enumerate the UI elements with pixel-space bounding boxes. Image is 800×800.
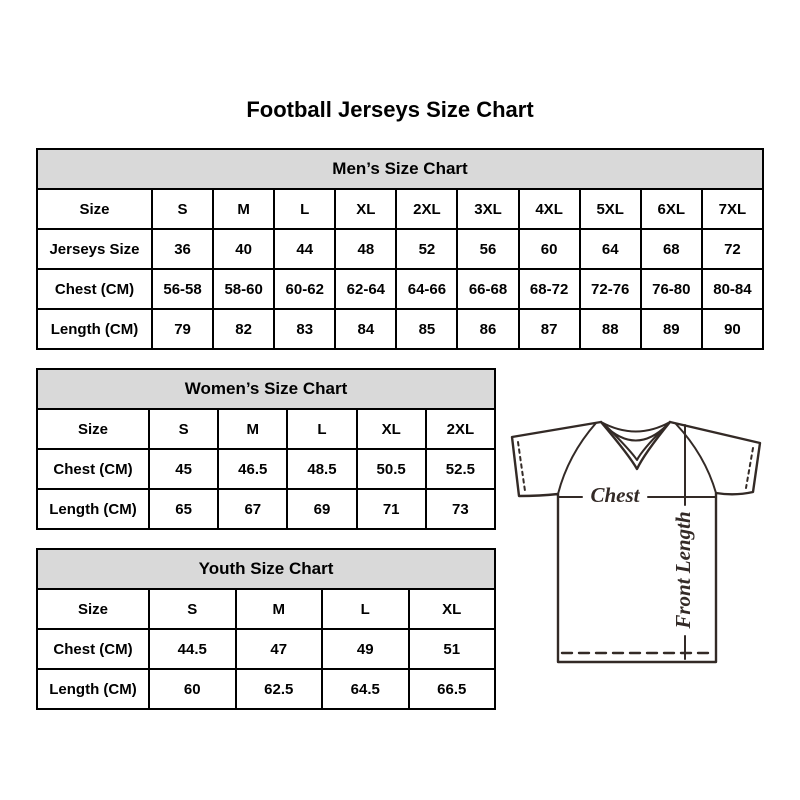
table-row [37, 489, 495, 529]
table-row [37, 309, 763, 349]
cell-value: 69 [287, 489, 356, 529]
cell-value: 47 [236, 629, 323, 669]
cell-value: 60 [149, 669, 236, 709]
table-row [37, 409, 495, 449]
cell-value: 44.5 [149, 629, 236, 669]
cell-value: 79 [152, 309, 213, 349]
mens-size-table [36, 148, 764, 350]
women-table-title-row [37, 369, 495, 409]
cell-value: 7XL [702, 189, 763, 229]
cell-value: 64.5 [322, 669, 409, 709]
cell-value: 2XL [426, 409, 495, 449]
cell-value: 51 [409, 629, 496, 669]
row-label: Length (CM) [37, 309, 152, 349]
jersey-icon [495, 395, 785, 685]
table-row [37, 449, 495, 489]
cell-value: 5XL [580, 189, 641, 229]
chest-label: Chest [590, 482, 640, 507]
row-label: Size [37, 409, 149, 449]
cell-value: 66.5 [409, 669, 496, 709]
cell-value: 76-80 [641, 269, 702, 309]
front-length-label: Front Length [670, 511, 695, 629]
cell-value: 67 [218, 489, 287, 529]
cell-value: 64 [580, 229, 641, 269]
cell-value: S [152, 189, 213, 229]
cell-value: 66-68 [457, 269, 518, 309]
cell-value: 56-58 [152, 269, 213, 309]
table-row [37, 269, 763, 309]
row-label: Chest (CM) [37, 269, 152, 309]
cell-value: M [236, 589, 323, 629]
cell-value: 65 [149, 489, 218, 529]
cell-value: 60-62 [274, 269, 335, 309]
cell-value: 6XL [641, 189, 702, 229]
cell-value: 48.5 [287, 449, 356, 489]
cell-value: 52.5 [426, 449, 495, 489]
cell-value: M [213, 189, 274, 229]
cell-value: 72-76 [580, 269, 641, 309]
youth-table-title-row [37, 549, 495, 589]
cell-value: L [287, 409, 356, 449]
cell-value: 58-60 [213, 269, 274, 309]
row-label: Length (CM) [37, 669, 149, 709]
row-label: Size [37, 189, 152, 229]
table-row [37, 189, 763, 229]
cell-value: 2XL [396, 189, 457, 229]
cell-value: S [149, 409, 218, 449]
cell-value: XL [335, 189, 396, 229]
cell-value: 88 [580, 309, 641, 349]
table-row [37, 629, 495, 669]
cell-value: 4XL [519, 189, 580, 229]
cell-value: 3XL [457, 189, 518, 229]
cell-value: L [322, 589, 409, 629]
right-cuff-stitch [746, 448, 753, 488]
right-armhole-seam [676, 424, 716, 493]
cell-value: 72 [702, 229, 763, 269]
table-row [37, 669, 495, 709]
men-table-title: Men’s Size Chart [37, 149, 763, 189]
cell-value: 56 [457, 229, 518, 269]
cell-value: 82 [213, 309, 274, 349]
womens-size-table [36, 368, 496, 530]
row-label: Size [37, 589, 149, 629]
table-row [37, 589, 495, 629]
cell-value: 48 [335, 229, 396, 269]
cell-value: 85 [396, 309, 457, 349]
left-cuff-stitch [518, 442, 525, 491]
row-label: Chest (CM) [37, 629, 149, 669]
cell-value: 80-84 [702, 269, 763, 309]
row-label: Jerseys Size [37, 229, 152, 269]
cell-value: 49 [322, 629, 409, 669]
cell-value: XL [409, 589, 496, 629]
row-label: Length (CM) [37, 489, 149, 529]
cell-value: 90 [702, 309, 763, 349]
cell-value: 62-64 [335, 269, 396, 309]
cell-value: 52 [396, 229, 457, 269]
youth-table-title: Youth Size Chart [37, 549, 495, 589]
cell-value: L [274, 189, 335, 229]
cell-value: S [149, 589, 236, 629]
page-title: Football Jerseys Size Chart [246, 97, 534, 122]
cell-value: 36 [152, 229, 213, 269]
cell-value: 71 [357, 489, 426, 529]
cell-value: 68 [641, 229, 702, 269]
cell-value: 64-66 [396, 269, 457, 309]
cell-value: 46.5 [218, 449, 287, 489]
cell-value: 73 [426, 489, 495, 529]
cell-value: 60 [519, 229, 580, 269]
cell-value: 50.5 [357, 449, 426, 489]
collar-outer-v [601, 422, 670, 469]
cell-value: 40 [213, 229, 274, 269]
cell-value: 89 [641, 309, 702, 349]
women-table-title: Women’s Size Chart [37, 369, 495, 409]
cell-value: 45 [149, 449, 218, 489]
men-table-title-row [37, 149, 763, 189]
cell-value: 86 [457, 309, 518, 349]
row-label: Chest (CM) [37, 449, 149, 489]
cell-value: 87 [519, 309, 580, 349]
table-row [37, 229, 763, 269]
cell-value: 68-72 [519, 269, 580, 309]
cell-value: 44 [274, 229, 335, 269]
cell-value: 62.5 [236, 669, 323, 709]
cell-value: 84 [335, 309, 396, 349]
cell-value: M [218, 409, 287, 449]
youth-size-table [36, 548, 496, 710]
cell-value: 83 [274, 309, 335, 349]
cell-value: XL [357, 409, 426, 449]
jersey-measurement-diagram [495, 395, 785, 685]
